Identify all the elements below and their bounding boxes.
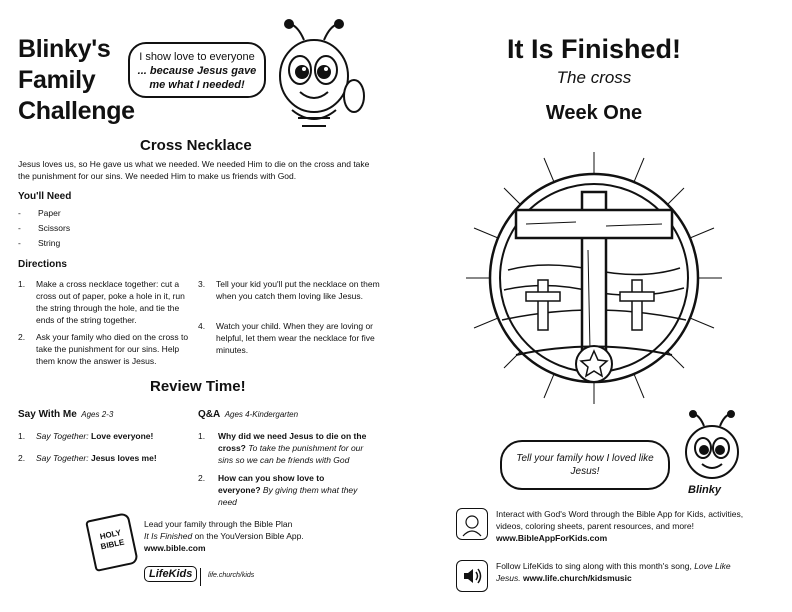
bubble-line-2: ... because Jesus gave bbox=[137, 65, 257, 77]
page-subtitle: The cross bbox=[556, 68, 632, 87]
direction-item-3: 3. Tell your kid you'll put the necklace on them when you catch them loving like Jesus. bbox=[198, 279, 380, 301]
page-title: It Is Finished! bbox=[506, 34, 681, 64]
list-item: - Paper bbox=[18, 208, 61, 218]
music-promo-text: Follow LifeKids to sing along with this month's song, Love Like Jesus. www.life.church/kidsmusic bbox=[496, 561, 731, 583]
footer-divider bbox=[200, 568, 201, 586]
title-line-2: Family bbox=[18, 66, 96, 94]
list-item: - Scissors bbox=[18, 223, 71, 233]
lifekids-logo: LifeKids bbox=[144, 566, 197, 582]
holy-bible-icon: HOLY BIBLE bbox=[85, 512, 139, 572]
review-title: Review Time! bbox=[150, 378, 246, 395]
say-with-me-heading: Say With Me Ages 2-3 bbox=[18, 409, 114, 420]
mascot-name: Blinky bbox=[688, 484, 722, 496]
app-character-icon bbox=[457, 509, 487, 539]
week-label: Week One bbox=[545, 102, 643, 124]
bubble-line-3: me what I needed! bbox=[149, 79, 245, 91]
kids-music-url-link[interactable]: www.life.church/kidsmusic bbox=[522, 573, 632, 583]
direction-item-1: 1. Make a cross necklace together: cut a cross out of paper, poke a hole in it, run the string through the hole, and tie the ends of the string together. bbox=[18, 279, 185, 325]
blinky-right-speech-bubble: Tell your family how I loved like Jesus! bbox=[500, 440, 670, 490]
direction-item-4: 4. Watch your child. When they are loving or helpful, let them wear the necklace for five minutes. bbox=[198, 321, 375, 355]
speaker-icon bbox=[456, 560, 488, 592]
say-item-2: 2. Say Together: Jesus loves me! bbox=[18, 453, 157, 463]
say-item-1: 1. Say Together: Love everyone! bbox=[18, 431, 154, 441]
bible-app-url-link[interactable]: www.BibleAppForKids.com bbox=[496, 533, 608, 543]
cross-illustration bbox=[456, 150, 732, 406]
list-item: - String bbox=[18, 238, 61, 248]
blinky-bee-small-illustration bbox=[676, 410, 750, 484]
blinky-bee-illustration bbox=[262, 18, 372, 136]
directions-heading: Directions bbox=[18, 259, 67, 270]
activity-intro: Jesus loves us, so He gave us what we needed. We needed Him to die on the cross and take the punishment for our sins. We needed Him to make us friends with God. bbox=[18, 159, 370, 181]
direction-item-2: 2. Ask your family who died on the cross to take the punishment for our sins. Help them know the answer is Jesus. bbox=[18, 332, 189, 366]
family-challenge-title bbox=[18, 34, 135, 127]
qa-item-2: 2. How can you show love to everyone? By giving them what they need bbox=[198, 473, 358, 507]
activity-title: Cross Necklace bbox=[140, 137, 252, 154]
blinky-speech-bubble bbox=[128, 42, 266, 98]
you-need-heading: You'll Need bbox=[18, 191, 72, 202]
bible-url-link[interactable]: www.bible.com bbox=[144, 543, 206, 553]
bible-app-for-kids-icon bbox=[456, 508, 488, 540]
footer-url: life.church/kids bbox=[208, 572, 255, 579]
title-line-1: Blinky's bbox=[18, 35, 111, 63]
qa-item-1: 1. Why did we need Jesus to die on the cross? To take the punishment for our sins so we can be friends with God bbox=[198, 431, 367, 465]
title-line-3: Challenge bbox=[18, 97, 135, 125]
volume-icon bbox=[457, 561, 487, 591]
you-need-list bbox=[18, 207, 168, 252]
qa-heading: Q&A Ages 4-Kindergarten bbox=[198, 409, 299, 420]
app-promo-text: Interact with God's Word through the Bible App for Kids, activities, videos, coloring sheets, parent resources, and more! www.BibleAppForKids.com bbox=[496, 508, 746, 544]
bubble-line-1: I show love to everyone bbox=[139, 51, 255, 63]
bible-plan-text: Lead your family through the Bible Plan It Is Finished on the YouVersion Bible App. www.bible.com bbox=[144, 518, 344, 554]
